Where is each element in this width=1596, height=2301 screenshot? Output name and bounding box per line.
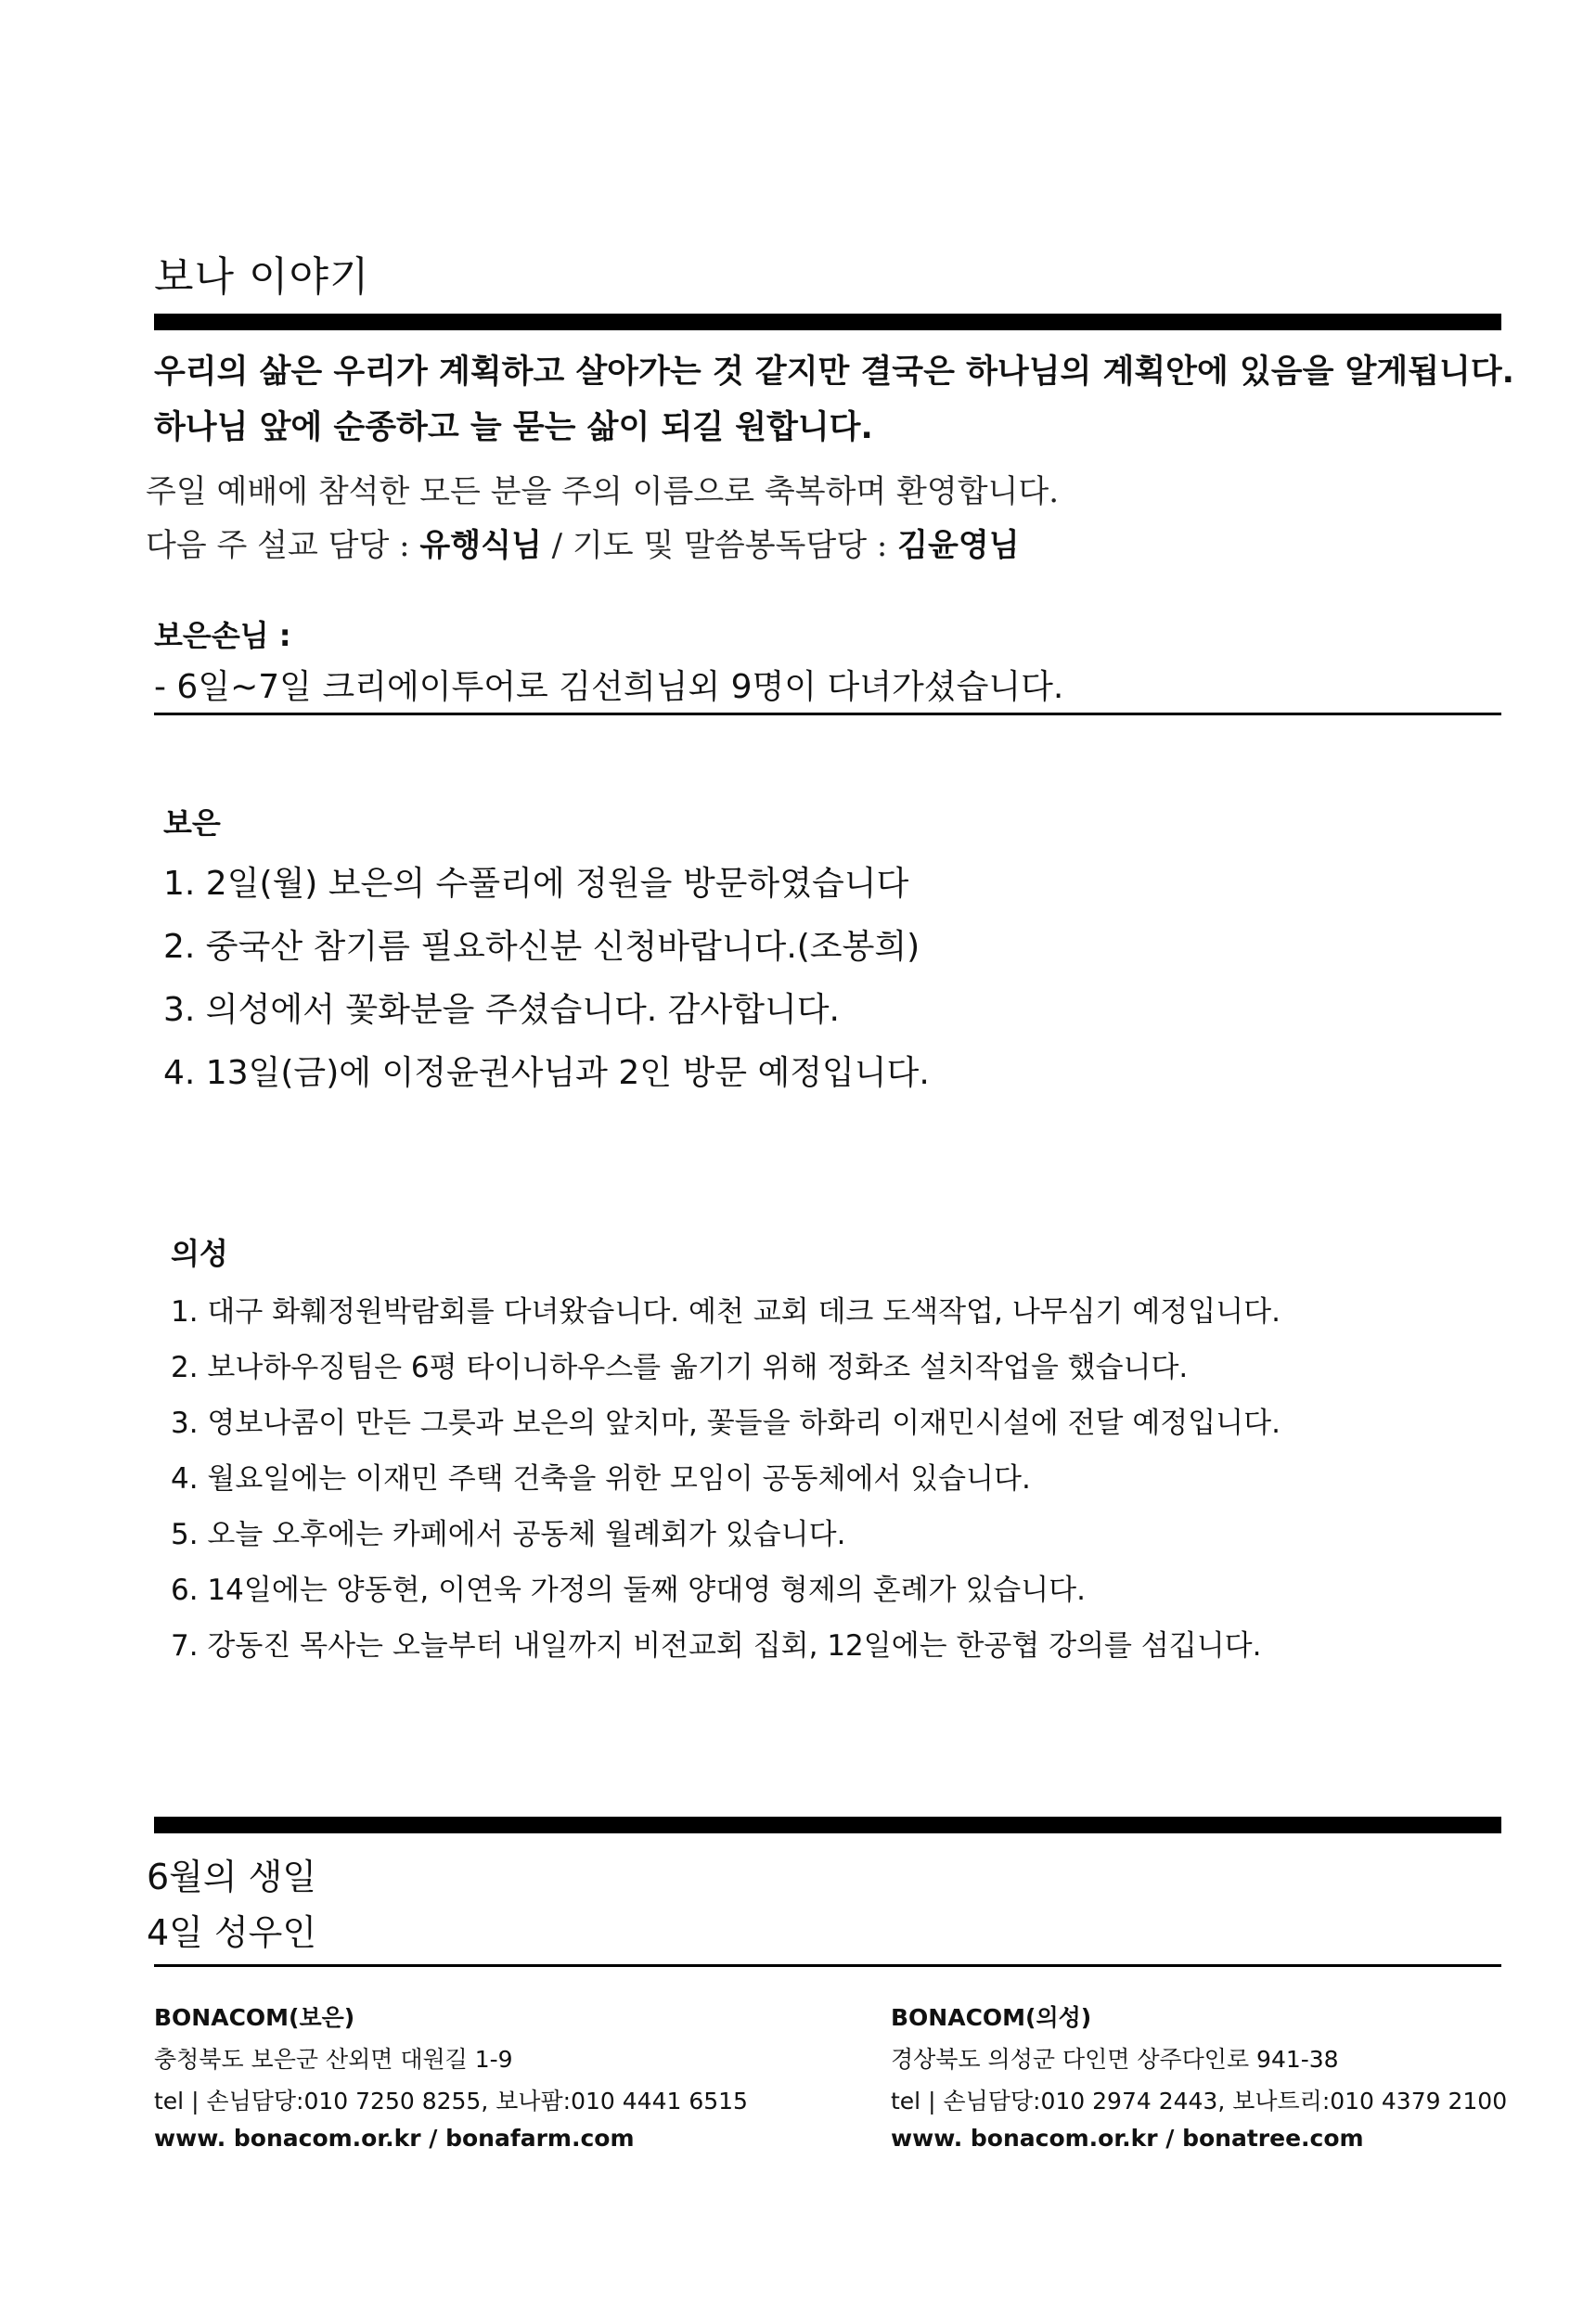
footer-left-web[interactable]: www. bonacom.or.kr / bonafarm.com — [154, 2125, 635, 2152]
uiseong-item: 1. 대구 화훼정원박람회를 다녀왔습니다. 예천 교회 데크 도색작업, 나무심기 예정입니다. — [171, 1295, 1281, 1329]
uiseong-item: 3. 영보나콤이 만든 그릇과 보은의 앞치마, 꽃들을 하화리 이재민시설에 전달 예정입니다. — [171, 1407, 1281, 1440]
uiseong-item: 6. 14일에는 양동현, 이연욱 가정의 둘째 양대영 형제의 혼례가 있습니다. — [171, 1574, 1086, 1607]
footer-divider — [154, 1964, 1501, 1967]
footer-right-address: 경상북도 의성군 다인면 상주다인로 941-38 — [891, 2046, 1339, 2073]
next-week-mid: / 기도 및 말씀봉독담당 : — [541, 527, 888, 564]
boeun-item: 1. 2일(월) 보은의 수풀리에 정원을 방문하였습니다 — [163, 865, 909, 903]
boeun-heading: 보은 — [163, 805, 221, 841]
birthday-entry: 4일 성우인 — [147, 1912, 317, 1953]
uiseong-item: 4. 월요일에는 이재민 주택 건축을 위한 모임이 공동체에서 있습니다. — [171, 1462, 1031, 1496]
boeun-item: 4. 13일(금)에 이정윤권사님과 2인 방문 예정입니다. — [163, 1054, 930, 1092]
footer-right-web[interactable]: www. bonacom.or.kr / bonatree.com — [891, 2125, 1364, 2152]
guests-text: - 6일~7일 크리에이투어로 김선희님외 9명이 다녀가셨습니다. — [154, 668, 1064, 706]
uiseong-item: 5. 오늘 오후에는 카페에서 공동체 월례회가 있습니다. — [171, 1518, 846, 1551]
footer-left-tel: tel | 손님담당:010 7250 8255, 보나팜:010 4441 6515 — [154, 2088, 748, 2115]
footer-right-tel: tel | 손님담당:010 2974 2443, 보나트리:010 4379 2100 — [891, 2088, 1508, 2115]
next-reader: 김윤영님 — [897, 527, 1020, 564]
intro-line-1: 우리의 삶은 우리가 계획하고 살아가는 것 같지만 결국은 하나님의 계획안에 있음을 알게됩니다. — [154, 354, 1514, 391]
boeun-item: 2. 중국산 참기름 필요하신분 신청바랍니다.(조봉희) — [163, 928, 920, 966]
next-week-roles — [146, 520, 1020, 565]
birthday-divider — [154, 1817, 1501, 1833]
next-preacher: 유행식님 — [419, 527, 542, 564]
title-divider — [154, 314, 1501, 330]
uiseong-item: 7. 강동진 목사는 오늘부터 내일까지 비전교회 집회, 12일에는 한공협 강의를 섬깁니다. — [171, 1629, 1262, 1663]
footer-left-name: BONACOM(보은) — [154, 2004, 355, 2031]
footer-left-address: 충청북도 보은군 산외면 대원길 1-9 — [154, 2046, 513, 2073]
page-title: 보나 이야기 — [154, 253, 370, 301]
next-week-prefix: 다음 주 설교 담당 : — [146, 527, 410, 564]
guests-heading: 보은손님 : — [154, 618, 291, 653]
footer-right-name: BONACOM(의성) — [891, 2004, 1092, 2031]
uiseong-item: 2. 보나하우징팀은 6평 타이니하우스를 옮기기 위해 정화조 설치작업을 했습니다. — [171, 1351, 1189, 1384]
intro-line-2: 하나님 앞에 순종하고 늘 묻는 삶이 되길 원합니다. — [154, 409, 873, 446]
welcome-text: 주일 예배에 참석한 모든 분을 주의 이름으로 축복하며 환영합니다. — [146, 473, 1060, 510]
birthday-heading: 6월의 생일 — [147, 1857, 317, 1897]
uiseong-heading: 의성 — [171, 1236, 228, 1271]
boeun-item: 3. 의성에서 꽃화분을 주셨습니다. 감사합니다. — [163, 991, 840, 1029]
guests-divider — [154, 713, 1501, 715]
